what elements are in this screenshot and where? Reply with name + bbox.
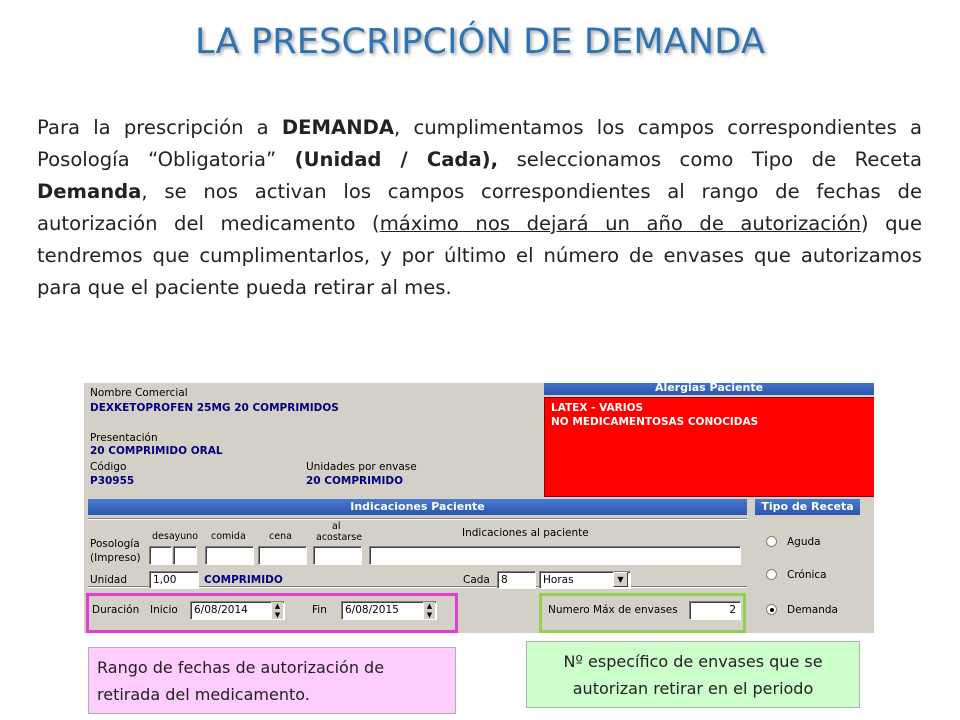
chevron-down-icon[interactable]: ▼ (613, 572, 628, 587)
alergia-item: NO MEDICAMENTOSAS CONOCIDAS (551, 416, 759, 428)
slide-title: LA PRESCRIPCIÓN DE DEMANDA (195, 22, 765, 62)
alergias-list (544, 397, 874, 497)
cena-label: cena (269, 531, 292, 542)
radio-aguda-label: Aguda (787, 536, 821, 548)
description-paragraph (37, 112, 922, 304)
posologia-label: Posología (90, 538, 140, 550)
para-bold-demanda-2: Demanda (37, 180, 142, 203)
radio-cronica-label: Crónica (787, 569, 827, 581)
spin-up-icon[interactable]: ▲ (274, 602, 281, 610)
indicaciones-header: Indicaciones Paciente (88, 499, 747, 515)
desayuno-field-a[interactable] (149, 546, 172, 565)
cada-label: Cada (463, 574, 490, 586)
inicio-label: Inicio (150, 604, 178, 616)
radio-demanda[interactable] (766, 604, 777, 615)
spin-up-icon[interactable]: ▲ (426, 602, 433, 610)
acostarse-label: acostarse (316, 532, 363, 543)
al-label: al (332, 521, 341, 532)
nombre-comercial-value: DEXKETOPROFEN 25MG 20 COMPRIMIDOS (90, 402, 339, 414)
spin-down-icon[interactable]: ▼ (274, 610, 281, 619)
envases-highlight (539, 593, 746, 633)
para-text-3: seleccionamos como Tipo de Receta (498, 148, 922, 171)
radio-selected-dot (770, 608, 774, 612)
para-text-1: Para la prescripción a (37, 116, 282, 139)
impreso-label: (Impreso) (90, 552, 141, 564)
unidades-envase-value: 20 COMPRIMIDO (306, 475, 404, 487)
presentacion-value: 20 COMPRIMIDO ORAL (90, 445, 223, 457)
para-underline: máximo nos dejará un año de autorización (379, 212, 861, 235)
cada-field[interactable]: 8 (497, 571, 536, 589)
nombre-comercial-label: Nombre Comercial (90, 387, 188, 399)
alergia-item: LATEX - VARIOS (551, 402, 644, 414)
duracion-label: Duración (92, 604, 140, 616)
codigo-value: P30955 (90, 475, 135, 487)
unidad-label: Unidad (90, 574, 128, 586)
unidad-tipo: COMPRIMIDO (204, 574, 283, 586)
num-envases-label: Numero Máx de envases (548, 604, 678, 616)
tipo-receta-header: Tipo de Receta (755, 499, 860, 515)
indicaciones-paciente-field[interactable] (369, 546, 741, 565)
acostarse-field[interactable] (313, 546, 362, 565)
divider (88, 518, 747, 520)
presentacion-label: Presentación (90, 432, 158, 444)
para-bold-unidad-cada: (Unidad / Cada), (294, 148, 499, 171)
desayuno-label: desayuno (152, 531, 199, 542)
callout-date-range: Rango de fechas de autorización de retirada del medicamento. (88, 647, 456, 714)
duration-highlight (86, 593, 458, 633)
para-text-5: ) que tendremos que cumplimentarlos, y por último el número de envases que autorizamos para que el paciente pueda retirar al mes. (37, 212, 922, 299)
desayuno-field-b[interactable] (173, 546, 197, 565)
unidades-envase-label: Unidades por envase (306, 461, 417, 473)
unidad-field[interactable]: 1,00 (149, 571, 199, 589)
radio-aguda[interactable] (766, 536, 777, 547)
radio-demanda-label: Demanda (787, 604, 838, 616)
fin-date-value: 6/08/2015 (345, 604, 399, 616)
spin-down-icon[interactable]: ▼ (426, 610, 433, 619)
callout-envases: Nº específico de envases que se autorizan retirar en el periodo (526, 641, 860, 708)
comida-label: comida (211, 531, 246, 542)
cena-field[interactable] (258, 546, 307, 565)
cada-unit-value: Horas (543, 574, 574, 586)
alergias-header: Alergias Paciente (544, 383, 874, 395)
radio-cronica[interactable] (766, 569, 777, 580)
fin-label: Fin (312, 604, 327, 616)
para-text-2: , cumplimentamos los campos correspondientes a Posología “Obligatoria” (37, 116, 922, 171)
para-text-4: , se nos activan los campos correspondientes al rango de fechas de autorización del medicamento ( (37, 180, 922, 235)
codigo-label: Código (90, 461, 127, 473)
para-bold-demanda: DEMANDA (281, 116, 395, 139)
num-envases-field[interactable]: 2 (689, 601, 741, 620)
indicaciones-paciente-label: Indicaciones al paciente (462, 527, 589, 539)
inicio-date-value: 6/08/2014 (194, 604, 248, 616)
comida-field[interactable] (205, 546, 254, 565)
